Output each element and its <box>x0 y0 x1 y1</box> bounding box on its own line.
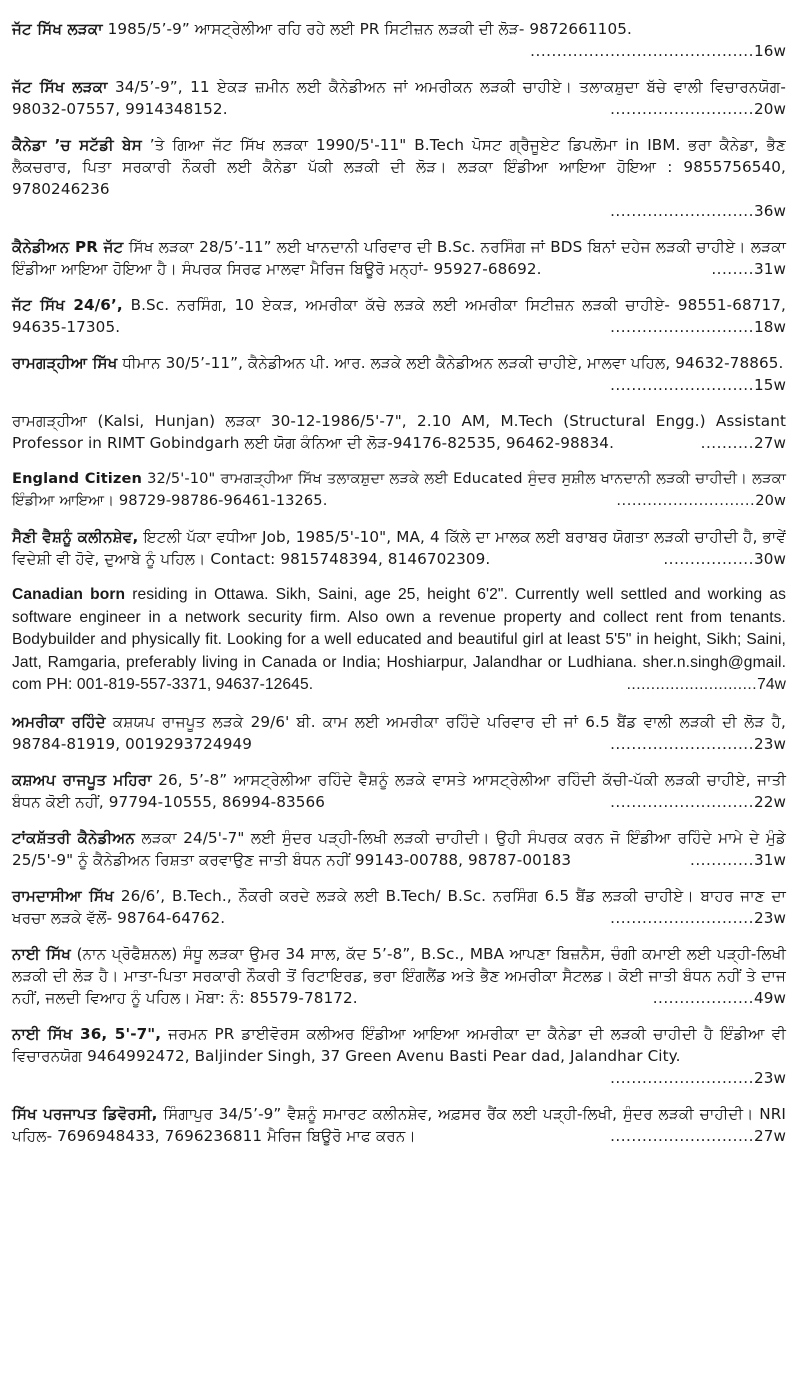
ad-heading: ਅਮਰੀਕਾ ਰਹਿੰਦੇ <box>12 712 106 731</box>
ad-text: ਸਿੰਗਾਪੁਰ 34/5’-9” ਵੈਸ਼ਨੂੰ ਸਮਾਰਟ ਕਲੀਨਸ਼ੇਵ, ਅਫ਼ਸਰ ਰੈਂਕ ਲਈ ਪੜ੍ਹੀ-ਲਿਖੀ, ਸੁੰਦਰ ਲੜਕੀ ਚਾਹੀਦੀ। NRI ਪਹਿਲ- 7696948433, 7696236811 ਮੈਰਿਜ ਬਿਊਰੋ ਮਾਫ ਕਰਨ। <box>12 1104 786 1145</box>
ad-leader-dots: ........................... <box>626 676 758 693</box>
ad-text: ਕਸ਼ਯਪ ਰਾਜਪੂਤ ਲੜਕੇ 29/6' ਬੀ. ਕਾਮ ਲਈ ਅਮਰੀਕਾ ਰਹਿੰਦੇ ਪਰਿਵਾਰ ਦੀ ਜਾਂ 6.5 ਬੈਂਡ ਵਾਲੀ ਲੜਕੀ ਦੀ ਲੋੜ ਹੈ, 98784-81919, 0019293724949 <box>12 712 786 753</box>
ad-text: residing in Ottawa. Sikh, Saini, age 25, height 6'2". Currently well settled and working as software engineer in a network security firm. Also own a revenue property and collect rent from tenants. Bodybuilder and physically fit. Looking for a well educated and beautiful girl at least 5'5" in height, Sikh; Saini, Jatt, Ramgaria, preferably living in Canada or India; Hoshiarpur, Jalandhar or Ludhiana. sher.n.singh@gmail. com PH: 001-819-557-3371, 94637-12645. <box>12 586 786 693</box>
ad-text: B.Sc. ਨਰਸਿੰਗ, 10 ਏਕੜ, ਅਮਰੀਕਾ ਕੱਚੇ ਲੜਕੇ ਲਈ ਅਮਰੀਕਾ ਸਿਟੀਜ਼ਨ ਲੜਕੀ ਚਾਹੀਏ- 98551-68717, 94635-17305. <box>12 296 786 336</box>
ad-heading: ਰਾਮਗੜ੍ਹੀਆ ਸਿੱਖ <box>12 354 118 372</box>
ad-leader-dots: ............ <box>690 850 754 869</box>
ad-word-count: 18w <box>753 318 786 336</box>
ad-heading: ਕੈਨੇਡੀਅਨ PR ਜੱਟ <box>12 238 124 256</box>
ad-item <box>12 236 786 280</box>
ad-item <box>12 134 786 222</box>
ad-item <box>12 526 786 570</box>
ad-item <box>12 711 786 755</box>
ad-heading: ਜੱਟ ਸਿੱਖ ਲੜਕਾ <box>12 78 108 96</box>
ad-heading: ਜੱਟ ਸਿੱਖ ਲੜਕਾ <box>12 20 103 38</box>
ad-word-count: 15w <box>753 376 786 394</box>
ad-text: 26, 5’-8” ਆਸਟ੍ਰੇਲੀਆ ਰਹਿੰਦੇ ਵੈਸ਼ਨੂੰ ਲੜਕੇ ਵਾਸਤੇ ਆਸਟ੍ਰੇਲੀਆ ਰਹਿੰਦੀ ਕੱਚੀ-ਪੱਕੀ ਲੜਕੀ ਚਾਹੀਏ, ਜਾਤੀ ਬੰਧਨ ਕੋਈ ਨਹੀਂ, 97794-10555, 86994-83566 <box>12 770 786 811</box>
ad-leader-dots: ................. <box>663 550 754 568</box>
ad-item <box>12 1023 786 1089</box>
ad-item <box>12 294 786 338</box>
ad-word-count: 36w <box>753 202 786 220</box>
ad-leader-dots: ........................... <box>610 376 754 394</box>
ad-heading: England Citizen <box>12 470 142 487</box>
ad-word-count: 74w <box>757 676 786 693</box>
ad-word-count: 27w <box>753 1126 786 1145</box>
ad-heading: ਕਸ਼ਅਪ ਰਾਜਪੂਤ ਮਹਿਰਾ <box>12 770 152 789</box>
ad-leader-dots: ........ <box>711 260 754 278</box>
ad-heading: ਕੈਨੇਡਾ ’ਚ ਸਟੱਡੀ ਬੇਸ <box>12 136 142 154</box>
ad-leader-dots: ........................... <box>610 100 754 118</box>
ad-word-count: 31w <box>753 260 786 278</box>
ad-text: ਰਾਮਗੜ੍ਹੀਆ (Kalsi, Hunjan) ਲੜਕਾ 30-12-1986/5'-7", 2.10 AM, M.Tech (Structural Engg.) Assistant Professor in RIMT Gobindgarh ਲਈ ਯੋਗ ਕੰਨਿਆ ਦੀ ਲੋੜ-94176-82535, 96462-98834. <box>12 412 786 452</box>
ad-item <box>12 943 786 1009</box>
ad-text: ਧੀਮਾਨ 30/5’-11”, ਕੈਨੇਡੀਅਨ ਪੀ. ਆਰ. ਲੜਕੇ ਲਈ ਕੈਨੇਡੀਅਨ ਲੜਕੀ ਚਾਹੀਏ, ਮਾਲਵਾ ਪਹਿਲ, 94632-78865. <box>117 354 784 372</box>
ad-heading: ਨਾਈ ਸਿੱਖ <box>12 944 72 963</box>
ad-heading: ਟਾਂਕਸ਼ੱਤਰੀ ਕੈਨੇਡੀਅਨ <box>12 828 136 847</box>
ad-heading: Canadian born <box>12 586 126 603</box>
ad-leader-dots: ........................... <box>610 734 754 753</box>
ad-leader-dots: ........................... <box>616 492 756 509</box>
ad-word-count: 31w <box>753 850 786 869</box>
ad-leader-dots: ........................... <box>610 318 754 336</box>
ad-item <box>12 769 786 813</box>
ad-word-count: 49w <box>753 988 786 1007</box>
ad-word-count: 22w <box>753 792 786 811</box>
ad-word-count: 23w <box>753 1068 786 1087</box>
ad-text: ਲੜਕਾ 24/5'-7" ਲਈ ਸੁੰਦਰ ਪੜ੍ਹੀ-ਲਿਖੀ ਲੜਕੀ ਚਾਹੀਦੀ। ਉਹੀ ਸੰਪਰਕ ਕਰਨ ਜੋ ਇੰਡੀਆ ਰਹਿੰਦੇ ਮਾਮੇ ਦੇ ਮੁੰਡੇ 25/5'-9" ਨੂੰ ਕੈਨੇਡੀਅਨ ਰਿਸ਼ਤਾ ਕਰਵਾਉਣ ਜਾਤੀ ਬੰਧਨ ਨਹੀਂ 99143-00788, 98787-00183 <box>12 828 786 869</box>
ad-heading: ਸਿੱਖ ਪਰਜਾਪਤ ਡਿਵੋਰਸੀ, <box>12 1104 158 1123</box>
ad-item <box>12 885 786 929</box>
ad-item <box>12 76 786 120</box>
ad-leader-dots: ........................... <box>610 792 754 811</box>
ad-heading: ਨਾਈ ਸਿੱਖ 36, 5'-7", <box>12 1024 162 1043</box>
ad-item <box>12 410 786 454</box>
ad-word-count: 20w <box>755 492 786 509</box>
ad-item <box>12 584 786 697</box>
ad-leader-dots: .......................................... <box>530 42 754 60</box>
ad-text: ’ਤੇ ਗਿਆ ਜੱਟ ਸਿੱਖ ਲੜਕਾ 1990/5'-11" B.Tech ਪੋਸਟ ਗ੍ਰੈਜੂਏਟ ਡਿਪਲੋਮਾ in IBM. ਭਰਾ ਕੈਨੇਡਾ, ਭੈਣ ਲੈਕਚਰਾਰ, ਪਿਤਾ ਸਰਕਾਰੀ ਨੌਕਰੀ ਲਈ ਕੈਨੇਡਾ ਪੱਕੀ ਲੜਕੀ ਦੀ ਲੋੜ। ਲੜਕਾ ਇੰਡੀਆ ਆਇਆ ਹੋਇਆ : 9855756540, 9780246236 <box>12 136 786 198</box>
ad-text: 32/5'-10" ਰਾਮਗੜ੍ਹੀਆ ਸਿੱਖ ਤਲਾਕਸ਼ੁਦਾ ਲੜਕੇ ਲਈ Educated ਸੁੰਦਰ ਸੁਸ਼ੀਲ ਖਾਨਦਾਨੀ ਲੜਕੀ ਚਾਹੀਦੀ। ਲੜਕਾ ਇੰਡੀਆ ਆਇਆ। 98729-98786-96461-13265. <box>12 470 787 509</box>
ad-heading: ਸੈਣੀ ਵੈਸ਼ਨੂੰ ਕਲੀਨਸ਼ੇਵ, <box>12 528 139 546</box>
ad-leader-dots: ........................... <box>610 908 754 927</box>
ad-item <box>12 352 786 396</box>
ad-item <box>12 1103 786 1147</box>
ad-leader-dots: .......... <box>700 434 754 452</box>
ad-text: ਸਿੱਖ ਲੜਕਾ 28/5’-11” ਲਈ ਖਾਨਦਾਨੀ ਪਰਿਵਾਰ ਦੀ B.Sc. ਨਰਸਿੰਗ ਜਾਂ BDS ਬਿਨਾਂ ਦਹੇਜ ਲੜਕੀ ਚਾਹੀਏ। ਲੜਕਾ ਇੰਡੀਆ ਆਇਆ ਹੋਇਆ ਹੈ। ਸੰਪਰਕ ਸਿਰਫ ਮਾਲਵਾ ਮੈਰਿਜ ਬਿਊਰੋ ਮਨ੍ਹਾਂ- 95927-68692. <box>12 238 787 278</box>
ad-text: ਜਰਮਨ PR ਡਾਈਵੋਰਸ ਕਲੀਅਰ ਇੰਡੀਆ ਆਇਆ ਅਮਰੀਕਾ ਦਾ ਕੈਨੇਡਾ ਦੀ ਲੜਕੀ ਚਾਹੀਦੀ ਹੈ ਇੰਡੀਆ ਵੀ ਵਿਚਾਰਨਯੋਗ 9464992472, Baljinder Singh, 37 Green Avenu Basti Pear dad, Jalandhar City. <box>12 1024 786 1065</box>
ad-heading: ਜੱਟ ਸਿੱਖ 24/6’, <box>12 296 123 314</box>
ad-text: 34/5’-9”, 11 ਏਕੜ ਜ਼ਮੀਨ ਲਈ ਕੈਨੇਡੀਅਨ ਜਾਂ ਅਮਰੀਕਨ ਲੜਕੀ ਚਾਹੀਏ। ਤਲਾਕਸ਼ੁਦਾ ਬੱਚੇ ਵਾਲੀ ਵਿਚਾਰਨਯੋਗ- 98032-07557, 9914348152. <box>12 78 786 118</box>
ad-word-count: 27w <box>753 434 786 452</box>
ad-leader-dots: ........................... <box>610 202 754 220</box>
ad-word-count: 16w <box>753 42 786 60</box>
ad-word-count: 23w <box>753 734 786 753</box>
ad-leader-dots: ................... <box>652 988 754 1007</box>
ad-word-count: 20w <box>753 100 786 118</box>
ad-leader-dots: ........................... <box>610 1126 754 1145</box>
ad-leader-dots: ........................... <box>610 1068 754 1087</box>
ad-word-count: 23w <box>753 908 786 927</box>
ad-item <box>12 18 786 62</box>
ad-text: (ਨਾਨ ਪ੍ਰੋਫੈਸ਼ਨਲ) ਸੰਧੂ ਲੜਕਾ ਉਮਰ 34 ਸਾਲ, ਕੱਦ 5’-8”, B.Sc., MBA ਆਪਣਾ ਬਿਜ਼ਨੈਸ, ਚੰਗੀ ਕਮਾਈ ਲਈ ਪੜ੍ਹੀ-ਲਿਖੀ ਲੜਕੀ ਦੀ ਲੋੜ ਹੈ। ਮਾਤਾ-ਪਿਤਾ ਸਰਕਾਰੀ ਨੌਕਰੀ ਤੋਂ ਰਿਟਾਇਰਡ, ਭਰਾ ਇੰਗਲੈਂਡ ਅਤੇ ਭੈਣ ਅਮਰੀਕਾ ਸੈਟਲਡ। ਕੋਈ ਜਾਤੀ ਬੰਧਨ ਨਹੀਂ ਤੇ ਦਾਜ ਨਹੀਂ, ਜਲਦੀ ਵਿਆਹ ਨੂੰ ਪਹਿਲ। ਮੋਬਾ: ਨੰ: 85579-78172. <box>12 944 787 1007</box>
ad-text: 1985/5’-9” ਆਸਟ੍ਰੇਲੀਆ ਰਹਿ ਰਹੇ ਲਈ PR ਸਿਟੀਜ਼ਨ ਲੜਕੀ ਦੀ ਲੋੜ- 9872661105. <box>102 20 632 38</box>
ad-item <box>12 827 786 871</box>
ad-text: ਇਟਲੀ ਪੱਕਾ ਵਧੀਆ Job, 1985/5'-10", MA, 4 ਕਿੱਲੇ ਦਾ ਮਾਲਕ ਲਈ ਬਰਾਬਰ ਯੋਗਤਾ ਲੜਕੀ ਚਾਹੀਦੀ ਹੈ, ਭਾਵੇਂ ਵਿਦੇਸ਼ੀ ਵੀ ਹੋਵੇ, ਦੁਆਬੇ ਨੂੰ ਪਹਿਲ। Contact: 9815748394, 8146702309. <box>12 528 786 568</box>
ad-word-count: 30w <box>753 550 786 568</box>
ad-heading: ਰਾਮਦਾਸੀਆ ਸਿੱਖ <box>12 886 114 905</box>
ad-item <box>12 468 786 512</box>
ad-text: 26/6’, B.Tech., ਨੌਕਰੀ ਕਰਦੇ ਲੜਕੇ ਲਈ B.Tech/ B.Sc. ਨਰਸਿੰਗ 6.5 ਬੈਂਡ ਲੜਕੀ ਚਾਹੀਏ। ਬਾਹਰ ਜਾਣ ਦਾ ਖਰਚਾ ਲੜਕੇ ਵੱਲੋਂ- 98764-64762. <box>12 886 786 927</box>
